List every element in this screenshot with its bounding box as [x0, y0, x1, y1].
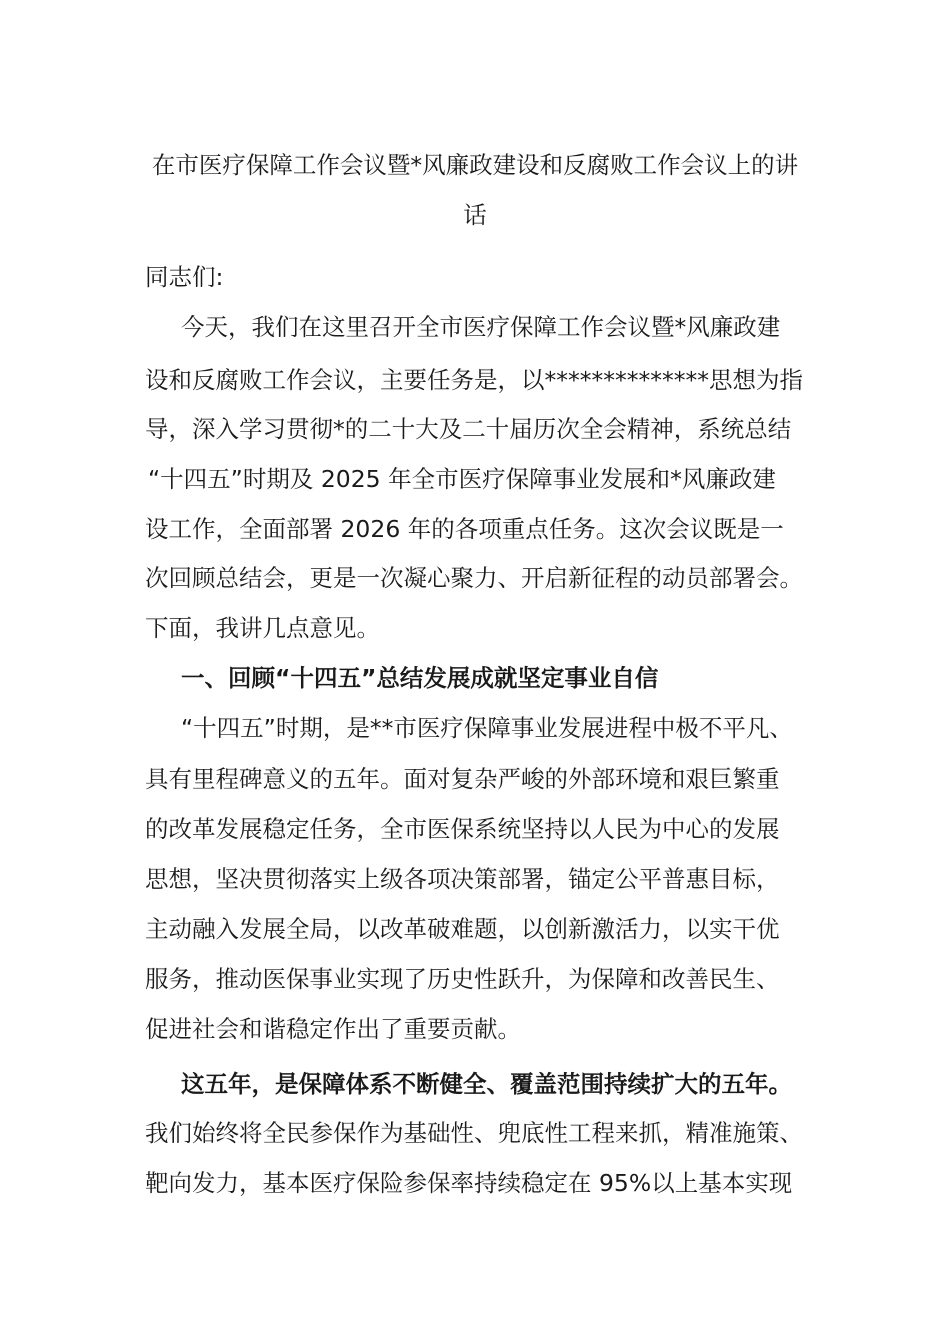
intro-line: “十四五”时期及 2025 年全市医疗保障事业发展和*风廉政建	[148, 465, 776, 493]
document-title-line-2: 话	[463, 201, 487, 229]
body-line: 服务，推动医保事业实现了历史性跃升，为保障和改善民生、	[145, 965, 780, 993]
body-line: 促进社会和谐稳定作出了重要贡献。	[145, 1015, 521, 1043]
body-line: 具有里程碑意义的五年。面对复杂严峻的外部环境和艰巨繁重	[145, 765, 780, 793]
intro-line: 下面，我讲几点意见。	[145, 614, 380, 642]
body-line: 我们始终将全民参保作为基础性、兜底性工程来抓，精准施策、	[145, 1119, 803, 1147]
intro-line: 设工作，全面部署 2026 年的各项重点任务。这次会议既是一	[145, 515, 784, 543]
body-line: 主动融入发展全局，以改革破难题，以创新激活力，以实干优	[145, 915, 780, 943]
intro-line: 导，深入学习贯彻*的二十大及二十届历次全会精神，系统总结	[145, 415, 792, 443]
intro-line: 今天，我们在这里召开全市医疗保障工作会议暨*风廉政建	[181, 313, 781, 341]
body-line: 的改革发展稳定任务，全市医保系统坚持以人民为中心的发展	[145, 815, 780, 843]
body-line: “十四五”时期，是**市医疗保障事业发展进程中极不平凡、	[181, 714, 793, 742]
intro-line: 设和反腐败工作会议，主要任务是，以**************思想为指	[145, 366, 803, 394]
document-title-line-1: 在市医疗保障工作会议暨*风廉政建设和反腐败工作会议上的讲	[151, 151, 799, 179]
body-line: 思想，坚决贯彻落实上级各项决策部署，锚定公平普惠目标，	[145, 865, 780, 893]
intro-line: 次回顾总结会，更是一次凝心聚力、开启新征程的动员部署会。	[145, 564, 803, 592]
subheading: 这五年，是保障体系不断健全、覆盖范围持续扩大的五年。	[181, 1070, 792, 1098]
body-line: 靶向发力，基本医疗保险参保率持续稳定在 95%以上基本实现	[145, 1169, 793, 1197]
salutation: 同志们:	[145, 263, 224, 291]
section-heading: 一、回顾“十四五”总结发展成就坚定事业自信	[181, 664, 659, 692]
